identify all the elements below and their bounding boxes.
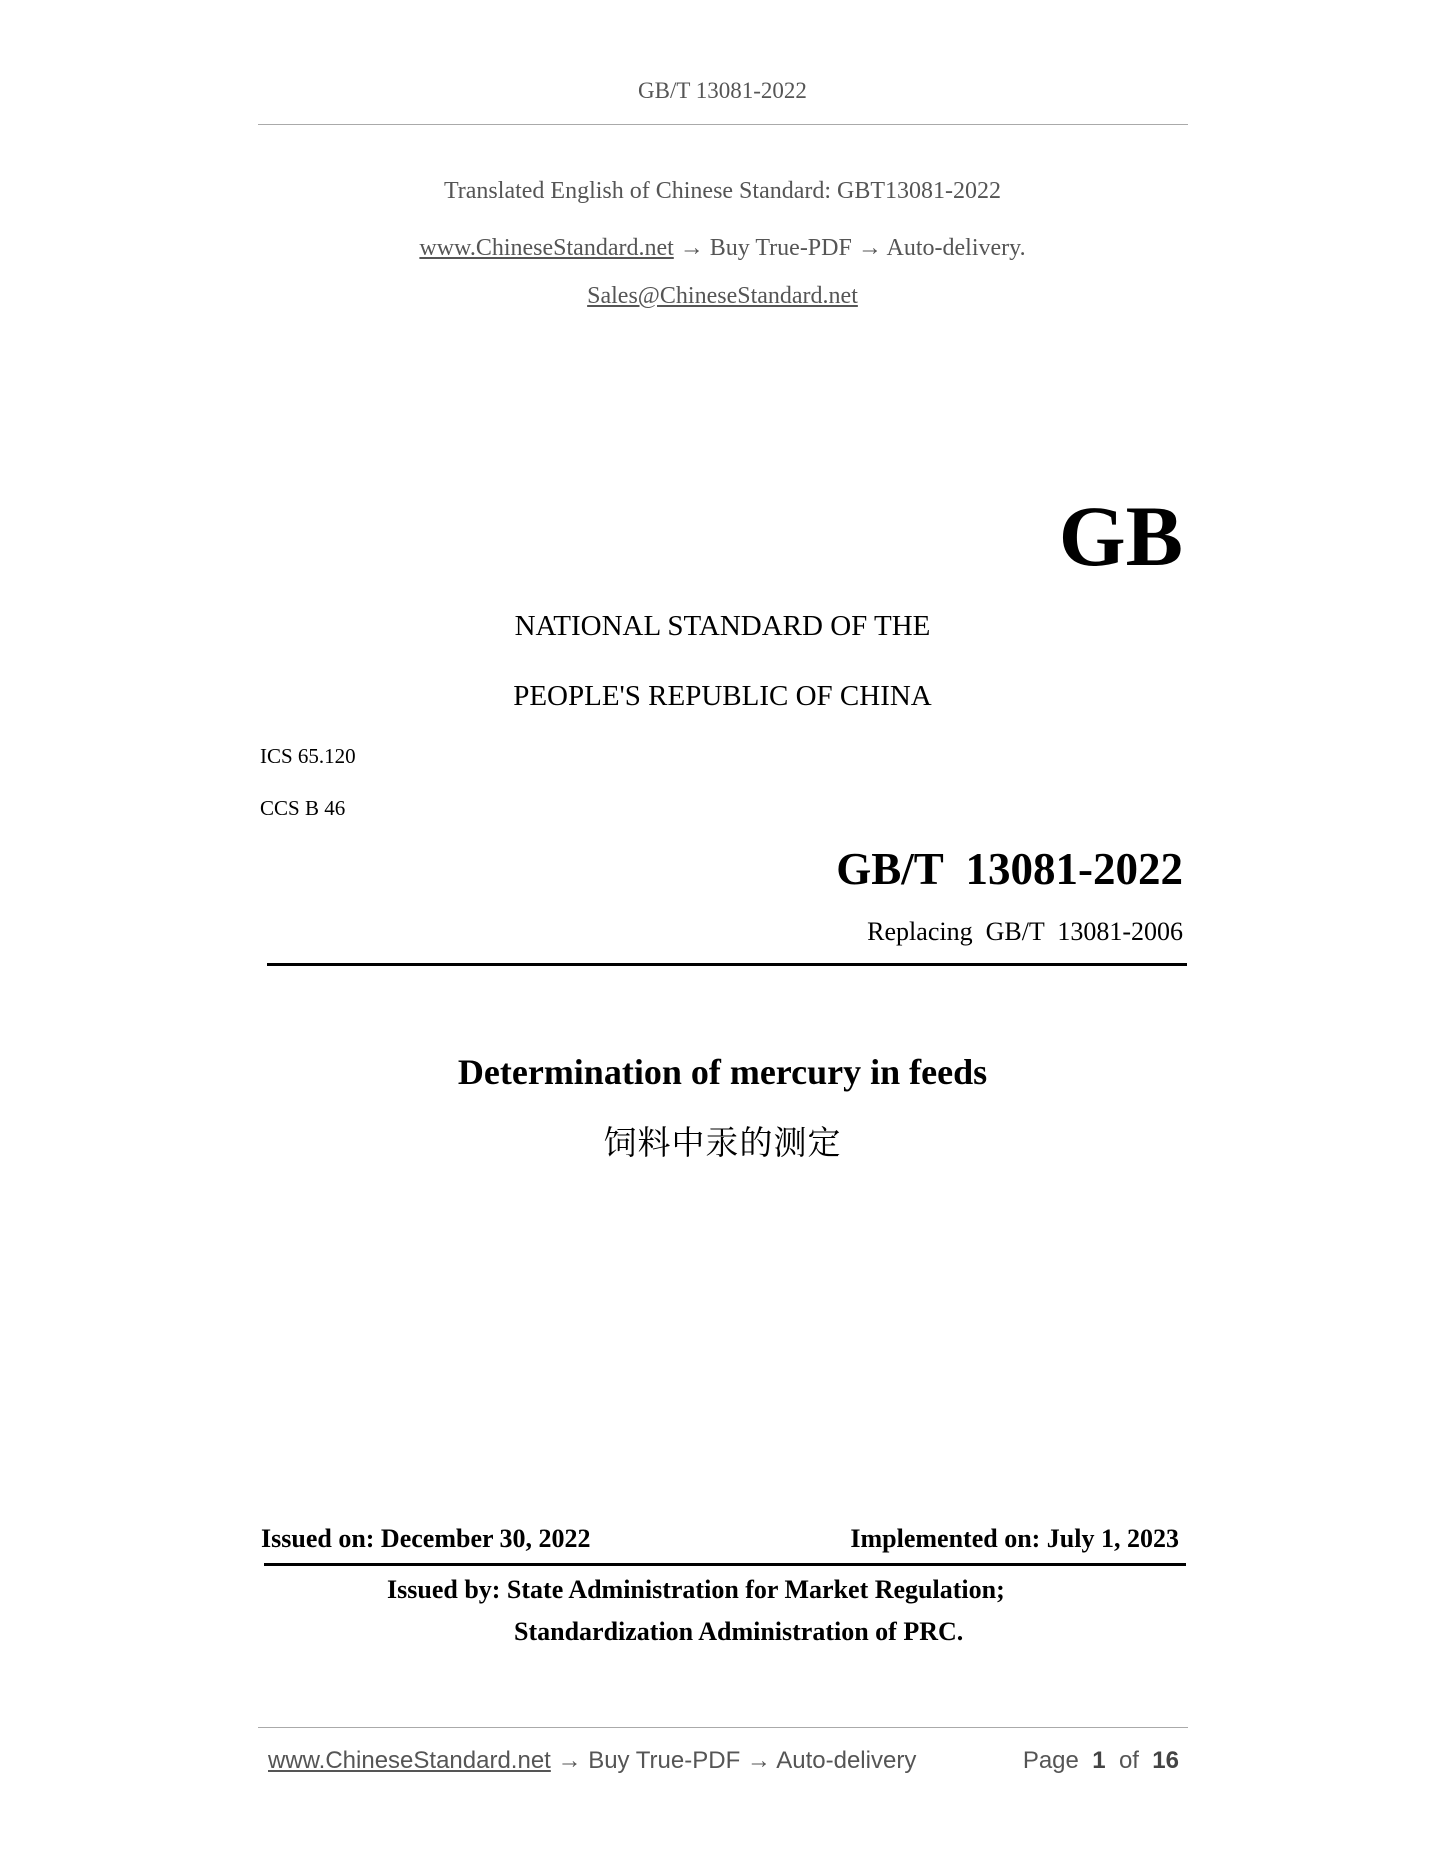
national-standard-line-2: PEOPLE'S REPUBLIC OF CHINA [513,680,932,712]
running-header: GB/T 13081-2022 [638,78,807,103]
document-title-cn: 饲料中汞的测定 [603,1123,842,1162]
footer-delivery-text: Auto-delivery [776,1747,917,1774]
delivery-text: Auto-delivery. [886,235,1026,261]
page-label: Page [1022,1747,1079,1774]
chinesestandard-link[interactable]: www.ChineseStandard.net [419,235,674,261]
page-indicator [1023,1747,1179,1775]
issued-by-line-1: Issued by: State Administration for Market Regulation; [387,1575,1005,1604]
gb-mark: GB [1058,488,1183,584]
of-label: of [1118,1747,1139,1774]
translated-line: Translated English of Chinese Standard: GBT13081-2022 [443,178,1002,204]
page-number: 1 [1092,1747,1106,1774]
issued-on-date: Issued on: December 30, 2022 [261,1524,591,1553]
footer-buy-text: Buy True-PDF [588,1747,741,1774]
header-divider [258,124,1188,125]
issue-divider [264,1563,1186,1566]
main-divider [267,963,1187,966]
buy-text: Buy True-PDF [709,235,852,261]
ics-code: ICS 65.120 [260,744,356,768]
arrow-icon: → [857,235,882,261]
sales-email-link[interactable]: Sales@ChineseStandard.net [587,283,858,309]
arrow-icon: → [557,1747,582,1774]
issued-by-line-2: Standardization Administration of PRC. [514,1617,964,1646]
footer-divider [258,1727,1188,1728]
arrow-icon: → [679,235,704,261]
document-title-en: Determination of mercury in feeds [457,1052,988,1092]
standard-number: GB/T 13081-2022 [836,844,1183,894]
replacing-standard: Replacing GB/T 13081-2006 [867,917,1183,946]
arrow-icon: → [746,1747,771,1774]
sales-line [0,283,1445,310]
national-standard-line-1: NATIONAL STANDARD OF THE [514,610,931,642]
implemented-on-date: Implemented on: July 1, 2023 [850,1524,1179,1553]
footer-chinesestandard-link[interactable]: www.ChineseStandard.net [268,1747,551,1774]
total-pages: 16 [1152,1747,1179,1774]
ccs-code: CCS B 46 [260,796,346,820]
footer-buy-line [268,1747,916,1775]
buy-line [0,235,1445,262]
